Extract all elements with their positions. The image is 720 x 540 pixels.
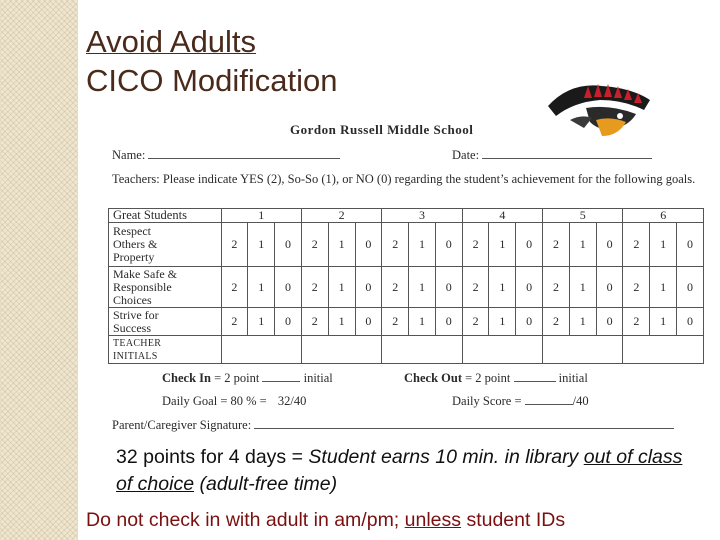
period-header: 4 [462,209,542,223]
date-blank [482,148,652,159]
teacher-instructions: Teachers: Please indicate YES (2), So-So (1), or NO (0) regarding the student’s achievement for the following goals. [112,172,696,186]
name-label: Name: [112,148,146,162]
goal-label: Strive for Success [109,308,222,336]
score-option[interactable]: 0 [355,223,382,267]
score-option[interactable]: 0 [435,308,462,336]
school-name: Gordon Russell Middle School [290,122,474,137]
table-row [109,223,704,267]
score-option[interactable]: 1 [489,223,516,267]
score-option[interactable]: 1 [650,223,677,267]
initials-cell[interactable] [301,336,381,364]
score-option[interactable]: 2 [462,308,489,336]
table-row [109,267,704,308]
score-option[interactable]: 2 [382,308,409,336]
score-option[interactable]: 1 [489,308,516,336]
table-row [109,308,704,336]
score-option[interactable]: 1 [248,267,275,308]
score-option[interactable]: 0 [596,267,623,308]
score-option[interactable]: 0 [275,267,302,308]
check-in-line: Check In = 2 point initial [162,371,333,385]
period-header: 6 [623,209,704,223]
table-header-row [109,209,704,223]
score-option[interactable]: 1 [328,223,355,267]
name-field[interactable] [112,148,340,163]
goal-label: Respect Others & Property [109,223,222,267]
score-option[interactable]: 2 [543,223,570,267]
score-option[interactable]: 0 [516,308,543,336]
score-option[interactable]: 0 [677,308,704,336]
check-out-label: Check Out [404,371,462,385]
score-option[interactable]: 0 [596,223,623,267]
score-option[interactable]: 0 [435,223,462,267]
score-option[interactable]: 0 [596,308,623,336]
slide-title-line-1: Avoid Adults [86,24,257,59]
period-header: 1 [221,209,301,223]
score-option[interactable]: 1 [328,308,355,336]
period-header: 5 [543,209,623,223]
date-field[interactable] [452,148,652,163]
decorative-side-strip [0,0,78,540]
check-in-blank[interactable] [262,371,300,382]
score-option[interactable]: 2 [623,223,650,267]
goals-table [108,208,704,364]
score-option[interactable]: 0 [275,308,302,336]
slide-title [86,22,338,100]
teacher-initials-label: TEACHER INITIALS [109,336,222,364]
score-option[interactable]: 1 [569,267,596,308]
date-label: Date: [452,148,480,162]
score-option[interactable]: 1 [248,308,275,336]
score-option[interactable]: 0 [435,267,462,308]
score-option[interactable]: 1 [650,308,677,336]
score-option[interactable]: 1 [409,223,436,267]
score-option[interactable]: 1 [328,267,355,308]
score-option[interactable]: 1 [650,267,677,308]
score-option[interactable]: 2 [543,308,570,336]
score-option[interactable]: 2 [462,267,489,308]
table-header-label: Great Students [109,209,222,223]
teacher-initials-row [109,336,704,364]
score-option[interactable]: 2 [382,223,409,267]
score-option[interactable]: 2 [221,308,248,336]
signature-label: Parent/Caregiver Signature: [112,418,252,432]
score-option[interactable]: 1 [248,223,275,267]
score-option[interactable]: 1 [409,267,436,308]
initials-cell[interactable] [623,336,704,364]
score-option[interactable]: 0 [677,267,704,308]
score-option[interactable]: 2 [543,267,570,308]
initials-cell[interactable] [221,336,301,364]
period-header: 3 [382,209,462,223]
goal-label: Make Safe & Responsible Choices [109,267,222,308]
initials-cell[interactable] [462,336,542,364]
daily-goal-value: 32/40 [277,394,307,408]
score-option[interactable]: 2 [301,267,328,308]
check-out-blank[interactable] [514,371,556,382]
score-option[interactable]: 0 [516,267,543,308]
score-option[interactable]: 0 [355,308,382,336]
score-option[interactable]: 2 [221,223,248,267]
points-caption: 32 points for 4 days = Student earns 10 min. in library out of class of choice (adult-free time) [116,446,683,495]
score-option[interactable]: 1 [569,223,596,267]
eagle-logo-icon [540,76,660,146]
slide-title-line-2: CICO Modification [86,63,338,98]
score-option[interactable]: 2 [382,267,409,308]
footer-note: Do not check in with adult in am/pm; unless student IDs [86,509,566,531]
score-option[interactable]: 2 [623,308,650,336]
daily-score-blank[interactable] [525,394,573,405]
score-option[interactable]: 1 [489,267,516,308]
score-option[interactable]: 0 [516,223,543,267]
score-option[interactable]: 2 [623,267,650,308]
score-option[interactable]: 0 [355,267,382,308]
score-option[interactable]: 0 [677,223,704,267]
period-header: 2 [301,209,381,223]
check-in-label: Check In [162,371,211,385]
score-option[interactable]: 1 [569,308,596,336]
score-option[interactable]: 1 [409,308,436,336]
score-option[interactable]: 2 [301,308,328,336]
check-out-line: Check Out = 2 point initial [404,371,588,385]
signature-blank[interactable] [254,418,674,429]
initials-cell[interactable] [543,336,623,364]
daily-score-line: Daily Score = /40 [452,394,589,408]
score-option[interactable]: 2 [462,223,489,267]
signature-line [112,418,674,433]
name-blank [148,148,340,159]
daily-goal-line: Daily Goal = 80 % = 32/40 [162,394,307,408]
score-option[interactable]: 0 [275,223,302,267]
score-option[interactable]: 2 [301,223,328,267]
initials-cell[interactable] [382,336,462,364]
score-option[interactable]: 2 [221,267,248,308]
